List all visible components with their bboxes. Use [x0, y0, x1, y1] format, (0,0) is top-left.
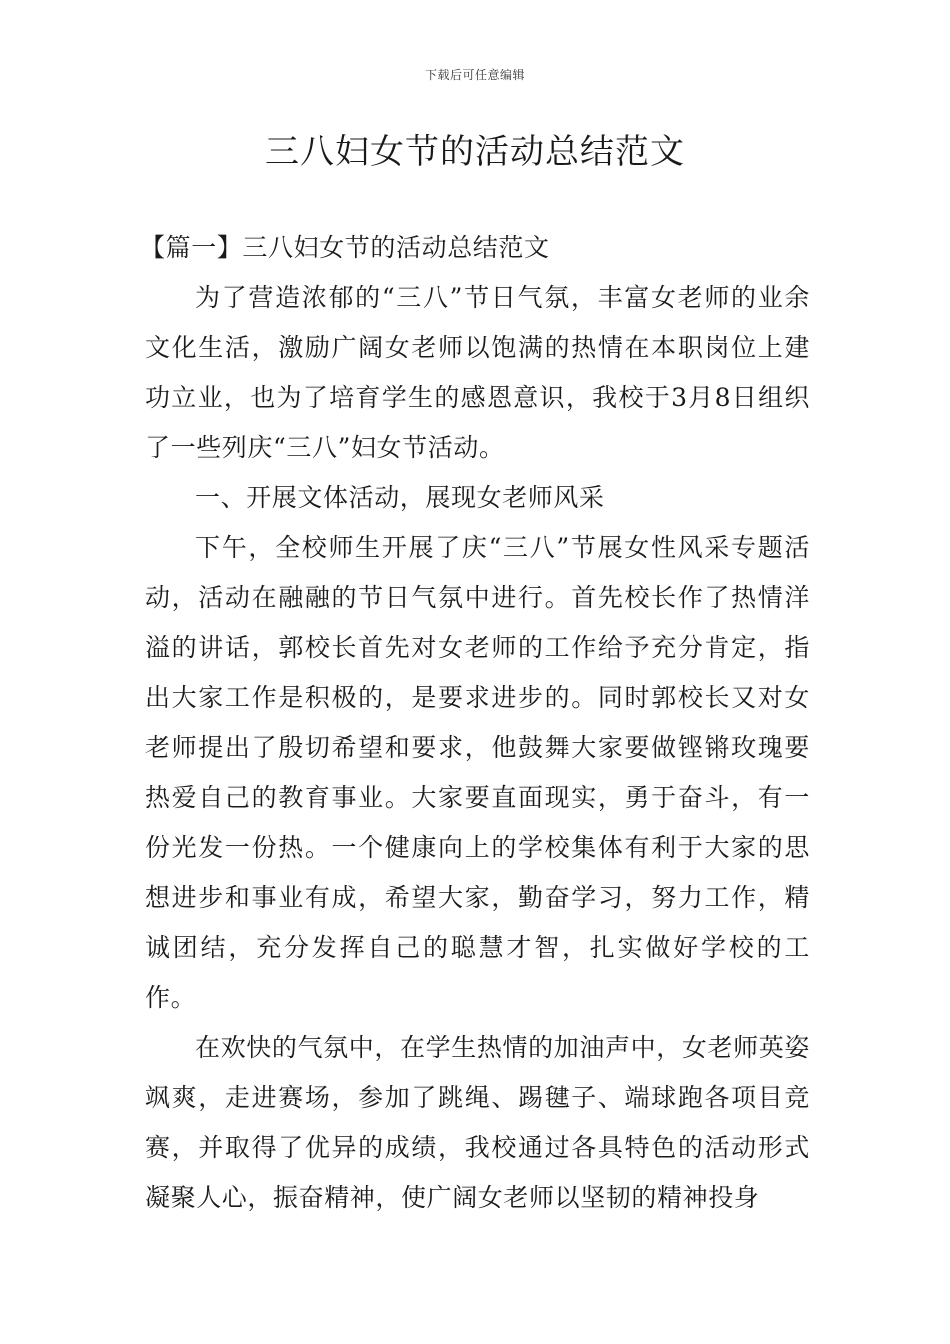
document-body	[140, 223, 810, 1223]
section-heading: 一、开展文体活动，展现女老师风采	[195, 483, 605, 512]
paragraph-competition: 在欢快的气氛中，在学生热情的加油声中，女老师英姿飒爽，走进赛场，参加了跳绳、踢毽子、端球跑各项目竞赛，并取得了优异的成绩，我校通过各具特色的活动形式凝聚人心，振奋精神，使广阔女老师以坚韧的精神投身	[145, 1033, 810, 1212]
paragraph-intro: 为了营造浓郁的“三八”节日气氛，丰富女老师的业余文化生活，激励广阔女老师以饱满的热情在本职岗位上建功立业，也为了培育学生的感恩意识，我校于3月8日组织了一些列庆“三八”妇女节活动。	[145, 283, 810, 462]
header-note: 下载后可任意编辑	[424, 68, 525, 82]
paragraph-afternoon-activity: 下午，全校师生开展了庆“三八”节展女性风采专题活动，活动在融融的节日气氛中进行。首先校长作了热情洋溢的讲话，郭校长首先对女老师的工作给予充分肯定，指出大家工作是积极的，是要求进步的。同时郭校长又对女老师提出了殷切希望和要求，他鼓舞大家要做铿锵玫瑰要热爱自己的教育事业。大家要直面现实，勇于奋斗，有一份光发一份热。一个健康向上的学校集体有利于大家的思想进步和事业有成，希望大家，勤奋学习，努力工作，精诚团结，充分发挥自己的聪慧才智，扎实做好学校的工作。	[145, 533, 810, 1012]
document-title: 三八妇女节的活动总结范文	[265, 132, 685, 172]
section-label: 【篇一】三八妇女节的活动总结范文	[140, 233, 550, 262]
